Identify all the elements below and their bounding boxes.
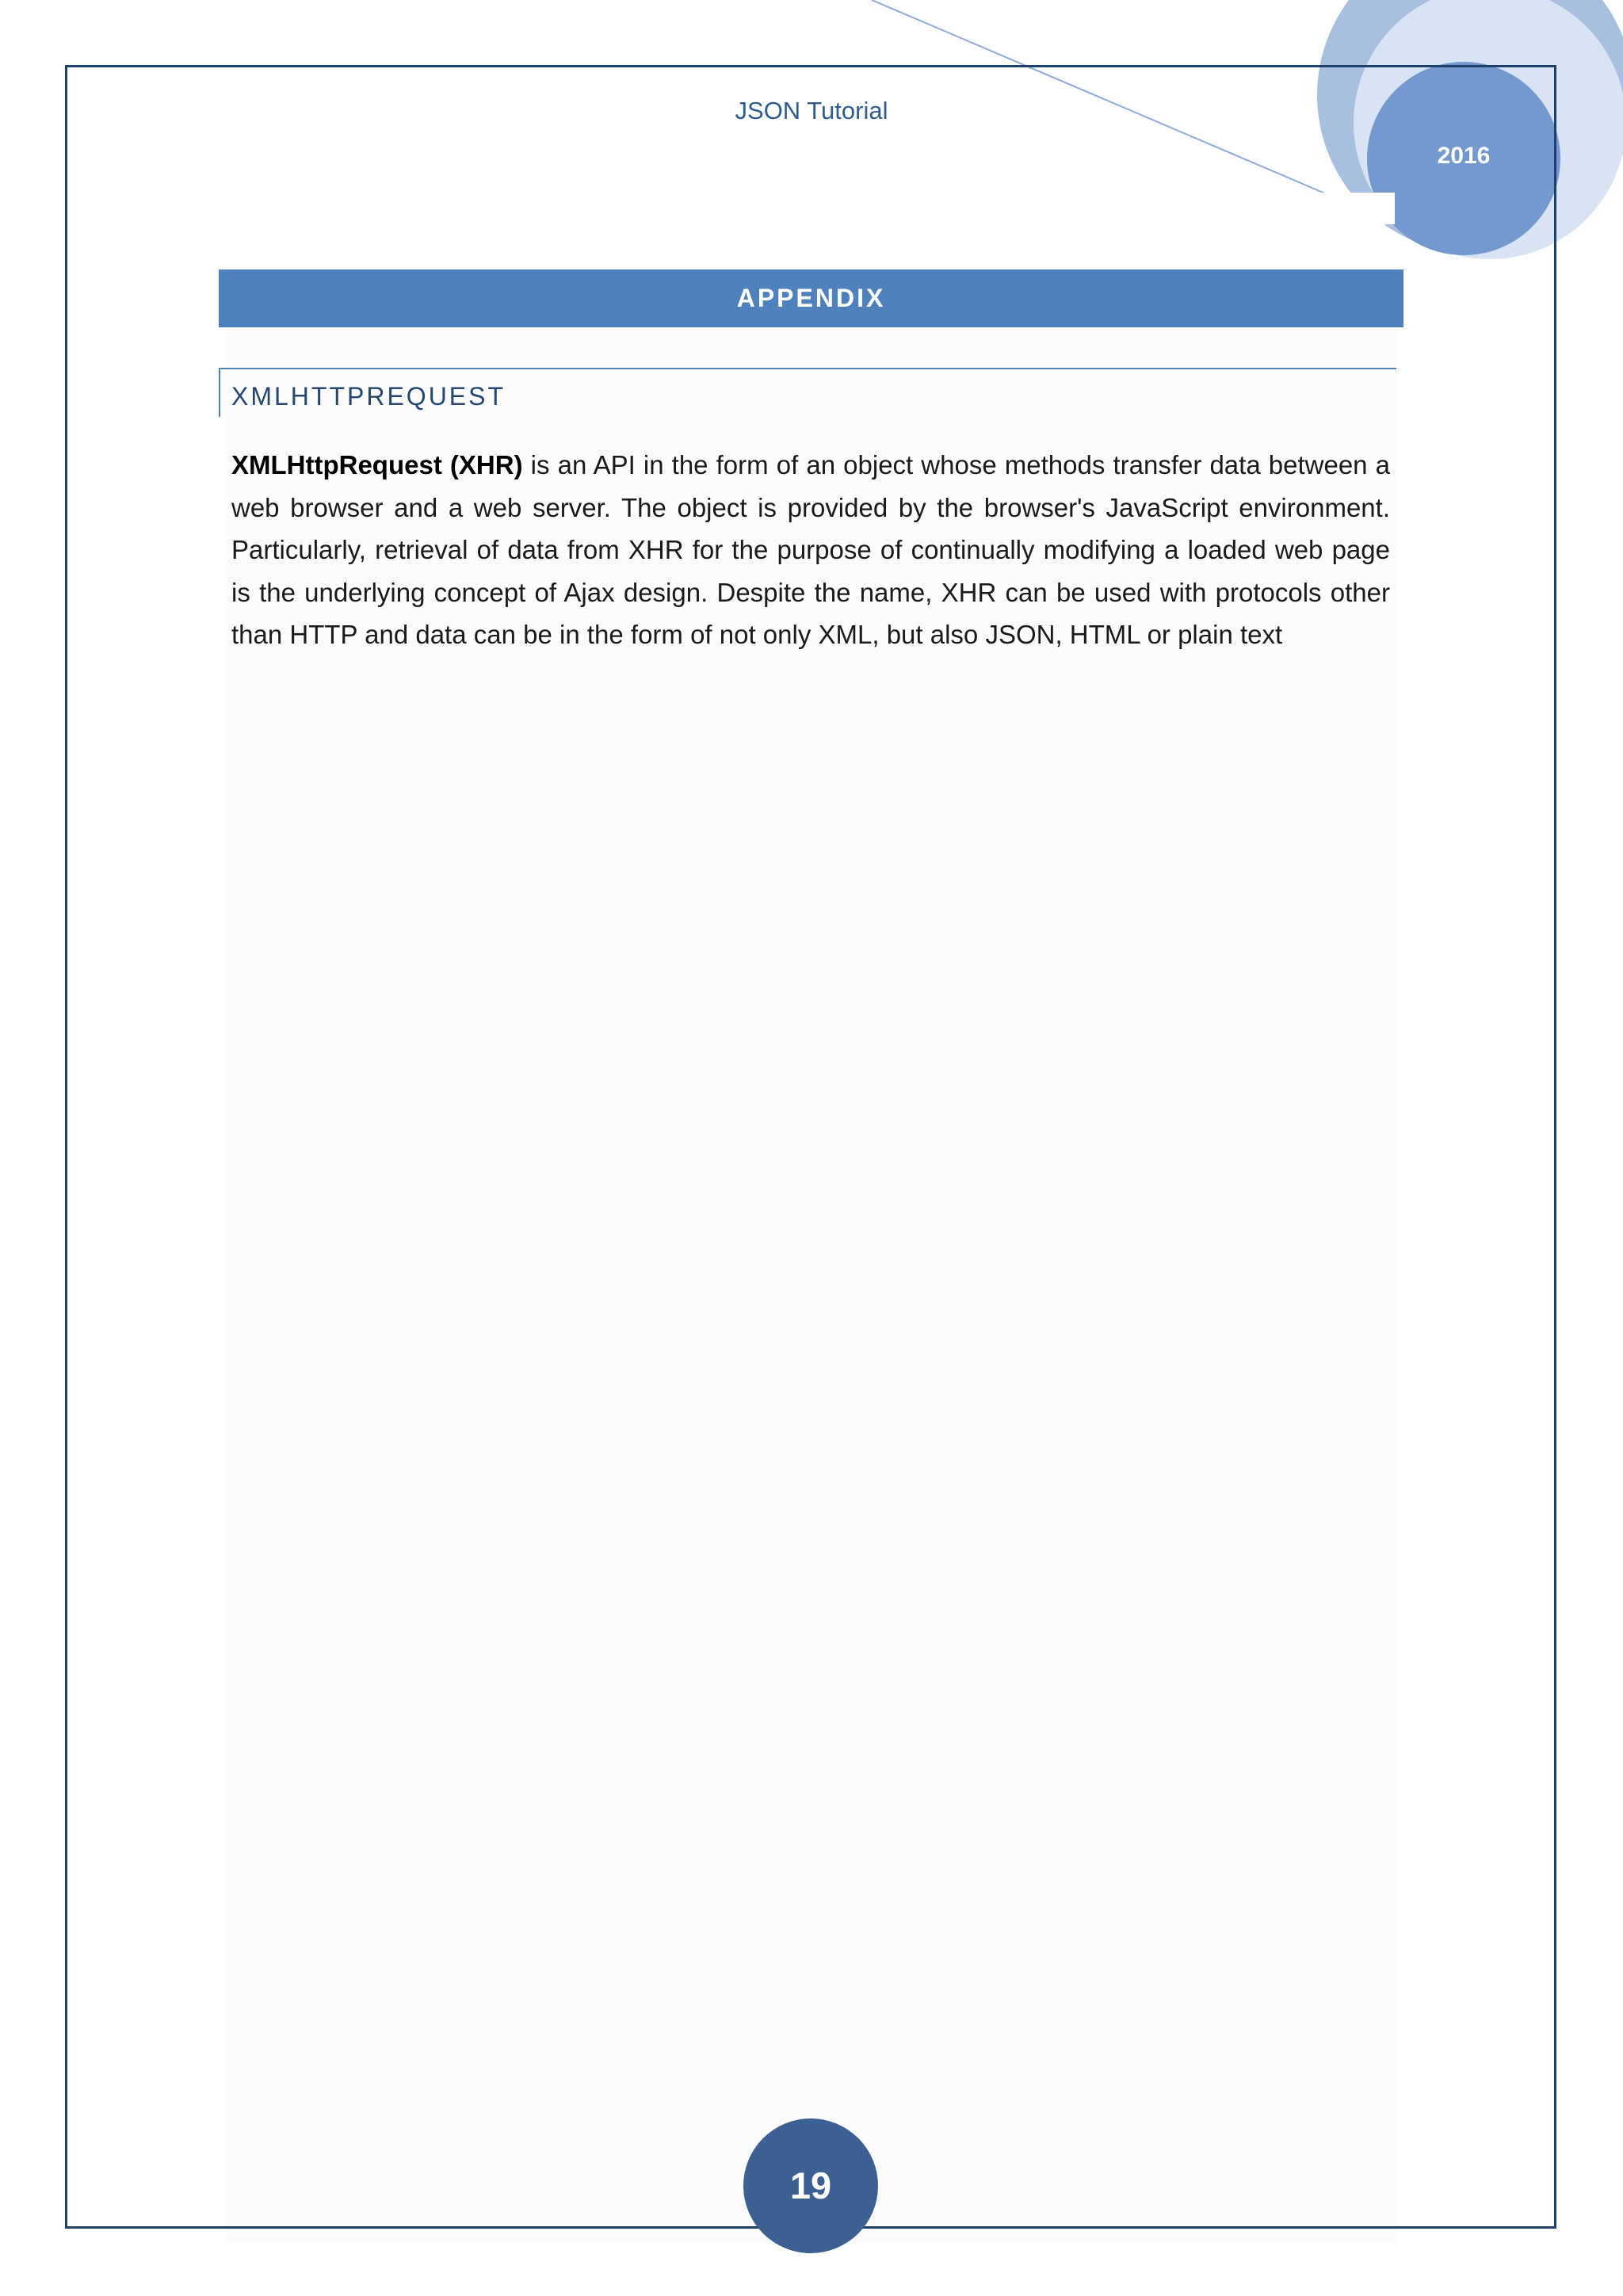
section-heading-frame — [219, 368, 1396, 417]
paragraph-text: is an API in the form of an object whose methods transfer data between a web browser and a web server. The object is provided by the browser's JavaScript environment. Particularly, retrieval of data from XHR for the purpose of continually modifying a loaded web page is the underlying concept of Ajax design. Despite the name, XHR can be used with protocols other than HTTP and data can be in the form of not only XML, but also JSON, HTML or plain text — [231, 450, 1390, 649]
body-paragraph — [231, 444, 1390, 656]
section-title: XMLHTTPREQUEST — [231, 382, 506, 411]
xhr-term: XMLHttpRequest (XHR) — [231, 450, 523, 479]
running-header-title: JSON Tutorial — [735, 97, 888, 124]
page-number-badge: 19 — [743, 2118, 878, 2253]
year-label: 2016 — [1437, 143, 1491, 169]
appendix-heading: APPENDIX — [219, 269, 1403, 327]
